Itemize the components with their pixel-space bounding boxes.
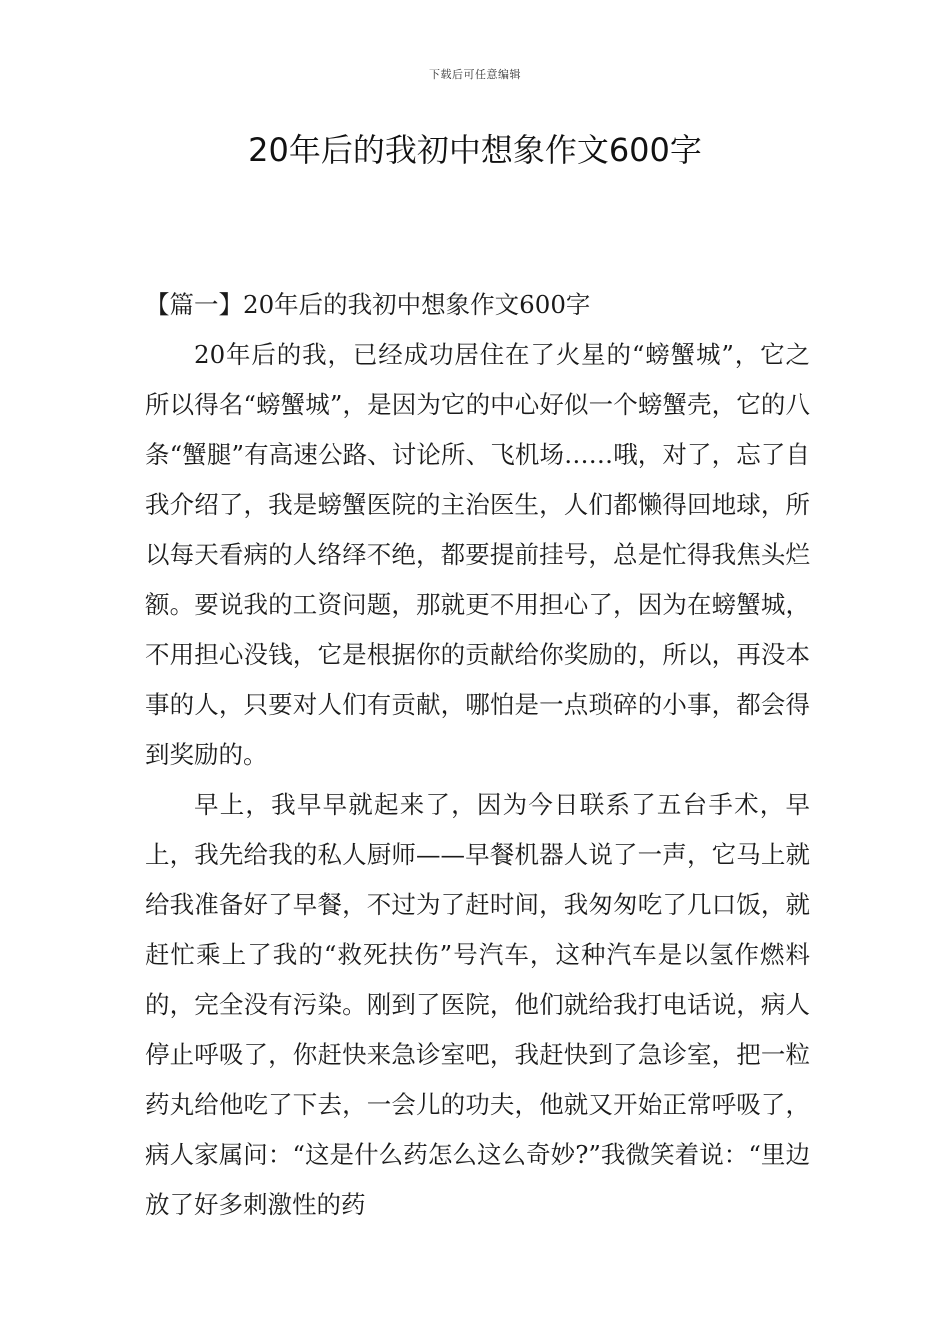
document-title: 20年后的我初中想象作文600字 [248, 131, 702, 169]
header-note: 下载后可任意编辑 [429, 68, 521, 81]
paragraph-2: 早上，我早早就起来了，因为今日联系了五台手术，早上，我先给我的私人厨师——早餐机器人说了一声，它马上就给我准备好了早餐，不过为了赶时间，我匆匆吃了几口饭，就赶忙乘上了我的“救死扶伤”号汽车，这种汽车是以氢作燃料的，完全没有污染。刚到了医院，他们就给我打电话说，病人停止呼吸了，你赶快来急诊室吧，我赶快到了急诊室，把一粒药丸给他吃了下去，一会儿的功夫，他就又开始正常呼吸了，病人家属问：“这是什么药怎么这么奇妙?”我微笑着说：“里边放了好多刺激性的药 [145, 790, 810, 1219]
document-body [145, 280, 810, 1230]
paragraph-1: 20年后的我，已经成功居住在了火星的“螃蟹城”，它之所以得名“螃蟹城”，是因为它的中心好似一个螃蟹壳，它的八条“蟹腿”有高速公路、讨论所、飞机场……哦，对了，忘了自我介绍了，我是螃蟹医院的主治医生，人们都懒得回地球，所以每天看病的人络绎不绝，都要提前挂号，总是忙得我焦头烂额。要说我的工资问题，那就更不用担心了，因为在螃蟹城，不用担心没钱，它是根据你的贡献给你奖励的，所以，再没本事的人，只要对人们有贡献，哪怕是一点琐碎的小事，都会得到奖励的。 [145, 340, 810, 769]
section-heading: 【篇一】20年后的我初中想象作文600字 [145, 290, 591, 319]
